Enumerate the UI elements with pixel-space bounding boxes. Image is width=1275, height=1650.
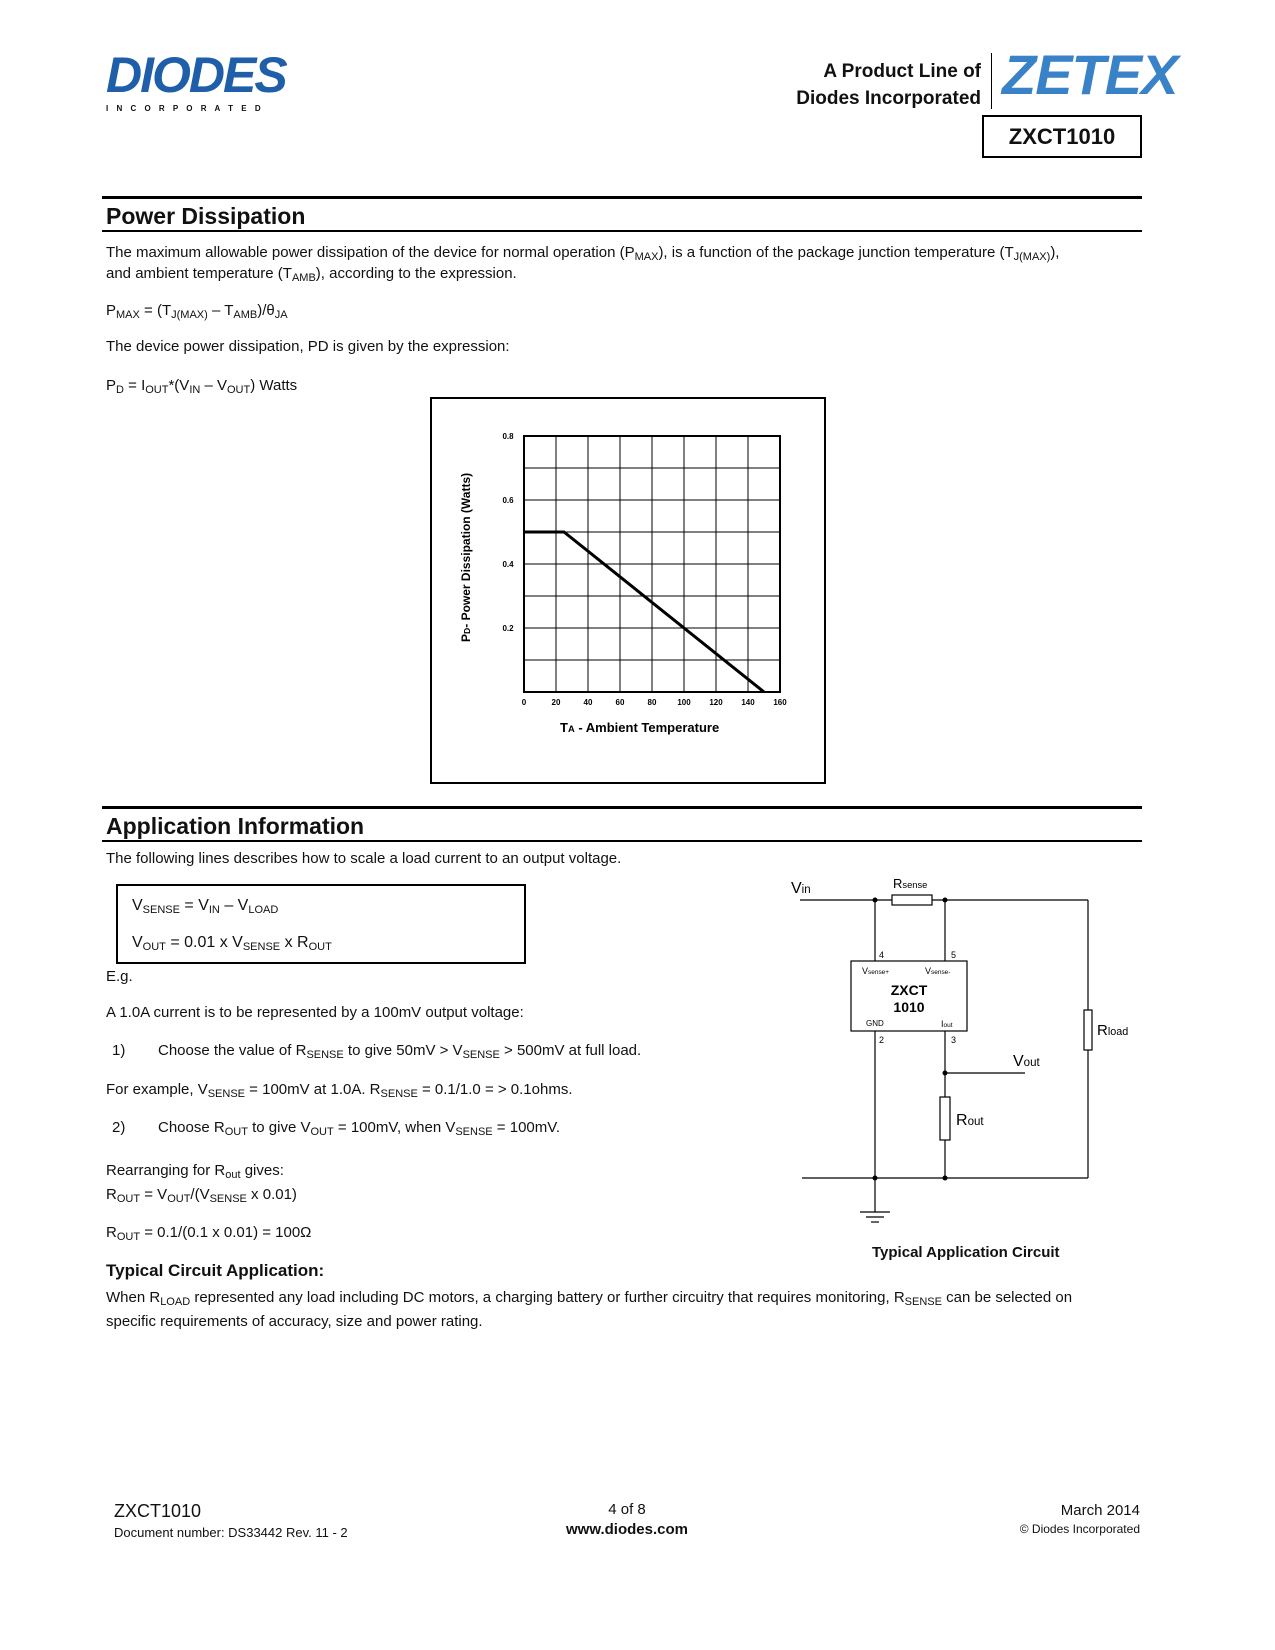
rule <box>102 840 1142 842</box>
paragraph: When $R_{LOAD}$ represented any load including DC motors, a charging battery or further circuitry that requires monitoring, $R_{SENSE}$ can be selected on specific requirements of accuracy, size and power rating. <box>106 1289 1073 1330</box>
x-tick-label: 40 <box>583 698 593 707</box>
y-tick-label: 0.2 <box>502 624 514 633</box>
subheading: Typical Circuit Application: <box>106 1261 325 1280</box>
page-number: 4 of 8 <box>608 1501 646 1518</box>
paragraph: The following lines describes how to scale a load current to an output voltage. <box>106 850 622 867</box>
y-tick-label: 0.6 <box>502 496 514 505</box>
step-text: Choose $R_{OUT}$ to give $V_{OUT} = 100mV$, when $V_{SENSE} = 100mV$. <box>158 1119 561 1138</box>
rload-label: Rload <box>1097 1022 1129 1039</box>
step-number: 1) <box>112 1042 126 1059</box>
pin-number: 5 <box>951 950 957 960</box>
x-tick-label: 120 <box>709 698 723 707</box>
rsense-resistor <box>892 895 932 905</box>
vout-label: Vout <box>1013 1053 1040 1070</box>
text: $R_{OUT} = 0.1/(0.1$ x 0.01) = 100Ω <box>106 1224 312 1243</box>
text: $R_{OUT} = V_{OUT}/(V_{SENSE}$ x 0.01) <box>106 1186 297 1205</box>
pin-number: 4 <box>879 950 885 960</box>
pin-number: 2 <box>879 1035 885 1045</box>
vin-label: Vin <box>791 880 811 897</box>
x-tick-label: 20 <box>551 698 561 707</box>
section-title: Application Information <box>106 813 365 839</box>
logo-subtitle: I N C O R P O R A T E D <box>106 104 264 113</box>
rout-resistor <box>940 1097 950 1140</box>
y-tick-label: 0.4 <box>502 560 514 569</box>
text: A 1.0A current is to be represented by a 100mV output voltage: <box>106 1004 524 1021</box>
rule <box>102 806 1142 809</box>
formula: $V_{OUT} = 0.01$ x $V_{SENSE}$ x $R_{OUT}$ <box>132 934 332 953</box>
footer-date: March 2014 <box>1060 1502 1140 1519</box>
junction-dot <box>873 1176 878 1181</box>
junction-dot <box>873 898 878 903</box>
paragraph: The maximum allowable power dissipation of the device for normal operation $(P_{MAX})$, is a function of the package junction temperature $(T_{J(MAX)})$, and ambient temperature $(T_{AMB})$, according to the expression. <box>106 244 1060 284</box>
pin-number: 3 <box>951 1035 957 1045</box>
footer-copyright: © Diodes Incorporated <box>1019 1522 1140 1536</box>
rload-resistor <box>1084 1010 1092 1050</box>
junction-dot <box>943 1176 948 1181</box>
y-axis-label: PD- Power Dissipation (Watts) <box>459 472 473 642</box>
equation-pmax: $P_{MAX} = (T_{J(MAX)} - T_{AMB})/\theta_{JA}$ <box>106 302 288 321</box>
step-number: 2) <box>112 1119 126 1136</box>
section-title: Power Dissipation <box>106 203 306 229</box>
part-number-box: ZXCT1010 <box>982 115 1142 158</box>
figure-caption: Typical Application Circuit <box>872 1244 1060 1261</box>
equation-pd: $P_D = I_{OUT}*(V_{IN} - V_{OUT})$ Watts <box>106 377 298 396</box>
rout-label: Rout <box>956 1112 984 1129</box>
x-tick-label: 80 <box>647 698 657 707</box>
x-tick-label: 100 <box>677 698 691 707</box>
pin-vsense-plus: Vsense+ <box>862 966 890 976</box>
footer-url[interactable]: www.diodes.com <box>566 1521 688 1538</box>
pin-gnd: GND <box>866 1019 884 1028</box>
product-line-1: A Product Line of <box>823 61 981 82</box>
step-text: Choose the value of $R_{SENSE}$ to give $50mV > V_{SENSE} > 500mV$ at full load. <box>158 1042 642 1061</box>
x-tick-label: 60 <box>615 698 625 707</box>
ic-name: ZXCT <box>890 982 928 998</box>
x-tick-label: 160 <box>773 698 787 707</box>
text: Rearranging for $R_{out}$ gives: <box>106 1162 284 1181</box>
junction-dot <box>943 898 948 903</box>
rsense-label: Rsense <box>893 876 928 891</box>
x-tick-label: 140 <box>741 698 755 707</box>
footer-doc: Document number: DS33442 Rev. 11 - 2 <box>114 1525 348 1540</box>
y-tick-label: 0.8 <box>502 432 514 441</box>
pin-vsense-minus: Vsense- <box>925 966 951 976</box>
ic-name: 1010 <box>893 999 925 1015</box>
text: For example, $V_{SENSE} = 100mV$ at 1.0A. $R_{SENSE} = 0.1/1.0$ = > 0.1ohms. <box>106 1081 573 1100</box>
paragraph: The device power dissipation, PD is given by the expression: <box>106 338 510 355</box>
series-line <box>524 532 764 692</box>
pin-iout: Iout <box>941 1019 953 1029</box>
zetex-logo: ZETEX <box>1002 43 1178 106</box>
text: E.g. <box>106 968 133 985</box>
formula: $V_{SENSE} = V_{IN} - V_{LOAD}$ <box>132 897 279 916</box>
logo-wordmark: DIODES <box>106 47 286 103</box>
footer-part: ZXCT1010 <box>114 1501 202 1521</box>
product-line-2: Diodes Incorporated <box>796 88 981 109</box>
x-axis-label: TA - Ambient Temperature <box>560 720 720 735</box>
formula-box <box>116 884 526 964</box>
x-tick-label: 0 <box>521 698 527 707</box>
junction-dot <box>943 1071 948 1076</box>
